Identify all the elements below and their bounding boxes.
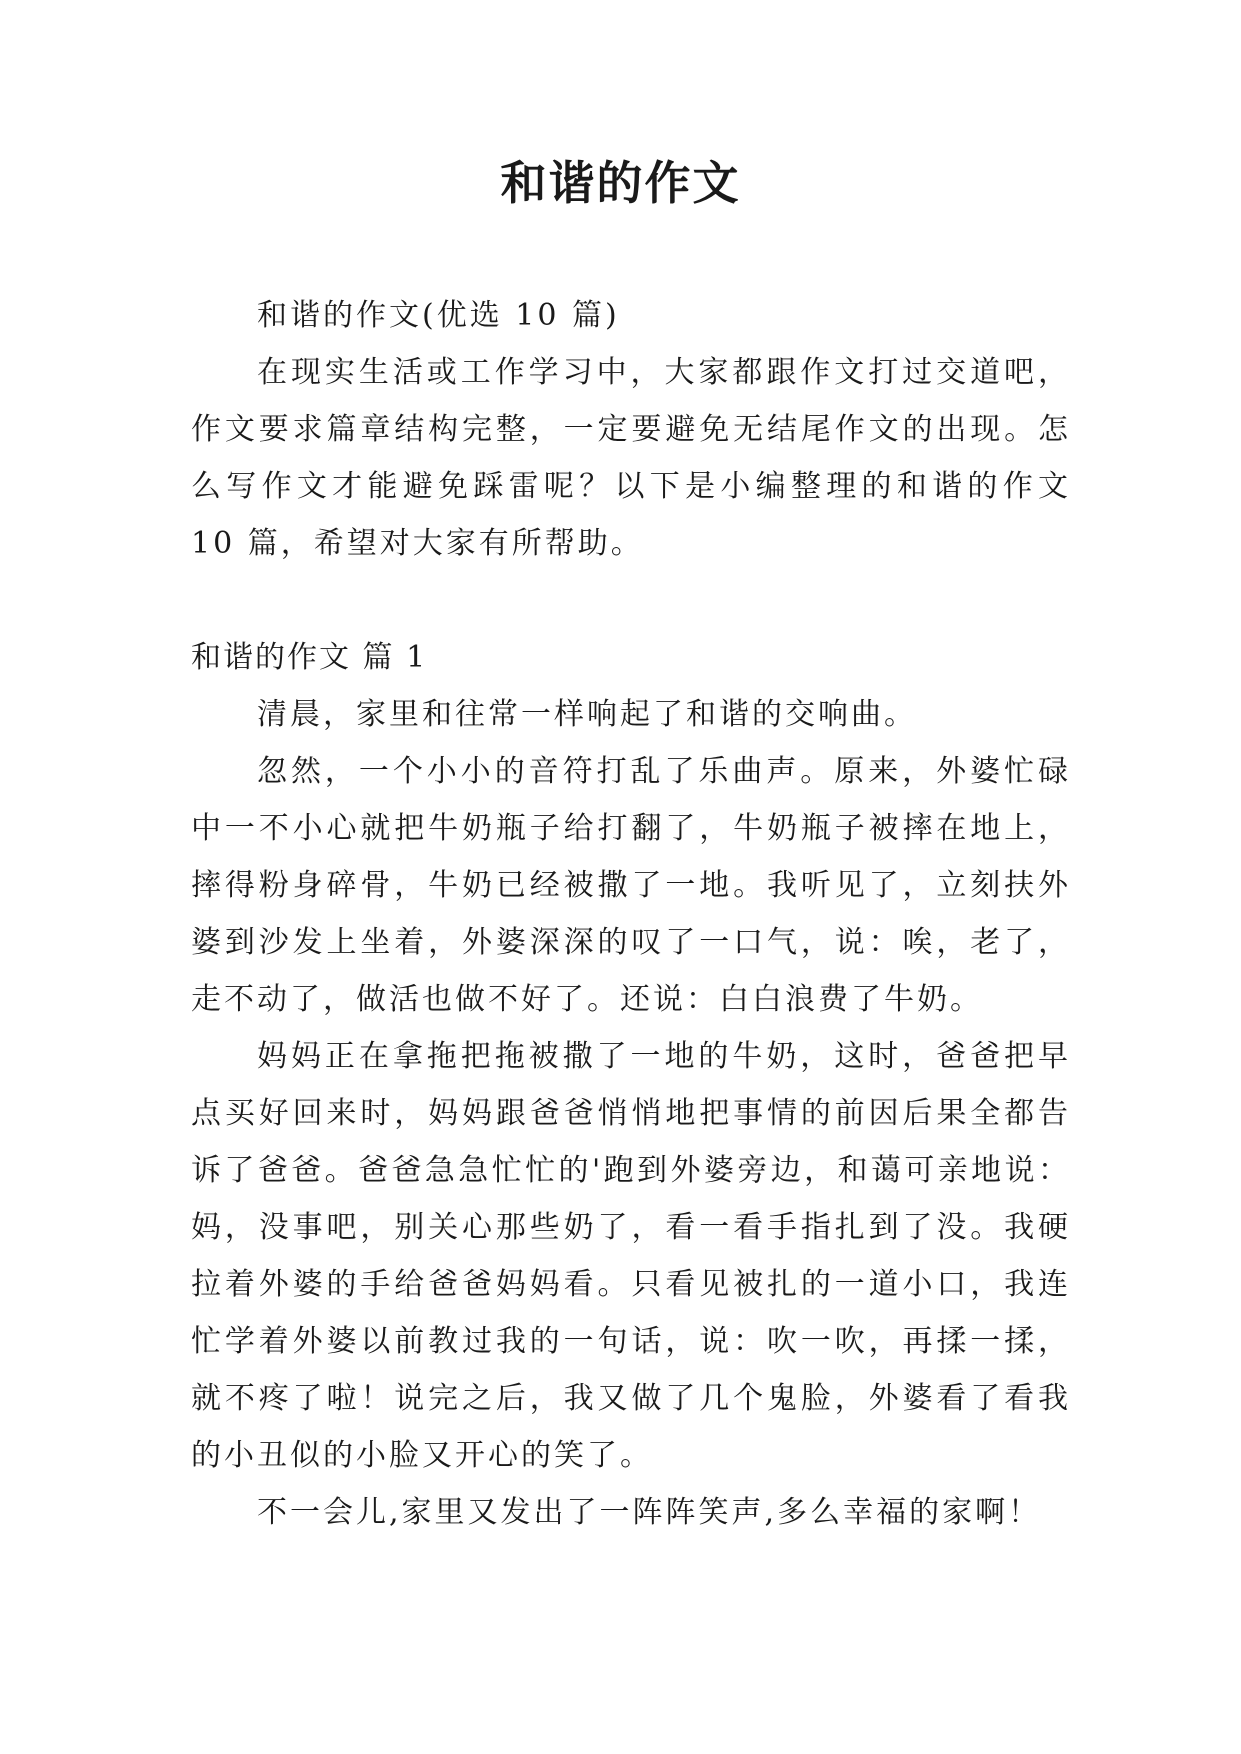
document-title: 和谐的作文 [500,156,741,210]
body-paragraph: 清晨，家里和往常一样响起了和谐的交响曲。 [257,697,917,732]
document-subtitle: 和谐的作文(优选 10 篇) [257,298,620,333]
body-paragraph: 忽然，一个小小的音符打乱了乐曲声。原来，外婆忙碌中一不小心就把牛奶瓶子给打翻了，牛奶瓶子被摔在地上，摔得粉身碎骨，牛奶已经被撒了一地。我听见了，立刻扶外婆到沙发上坐着，外婆深深的叹了一口气，说：唉，老了，走不动了，做活也做不好了。还说：白白浪费了牛奶。 [191,754,1071,1017]
body-paragraph: 妈妈正在拿拖把拖被撒了一地的牛奶，这时，爸爸把早点买好回来时，妈妈跟爸爸悄悄地把事情的前因后果全都告诉了爸爸。爸爸急急忙忙的'跑到外婆旁边，和蔼可亲地说：妈，没事吧，别关心那些奶了，看一看手指扎到了没。我硬拉着外婆的手给爸爸妈妈看。只看见被扎的一道小口，我连忙学着外婆以前教过我的一句话，说：吹一吹，再揉一揉，就不疼了啦！说完之后，我又做了几个鬼脸，外婆看了看我的小丑似的小脸又开心的笑了。 [191,1039,1071,1473]
document-body [191,287,1071,1541]
intro-paragraph: 在现实生活或工作学习中，大家都跟作文打过交道吧，作文要求篇章结构完整，一定要避免无结尾作文的出现。怎么写作文才能避免踩雷呢？以下是小编整理的和谐的作文 10 篇，希望对大家有所帮助。 [191,355,1071,561]
body-paragraph: 不一会儿,家里又发出了一阵阵笑声,多么幸福的家啊！ [257,1495,1042,1530]
section-heading: 和谐的作文 篇 1 [191,640,428,675]
